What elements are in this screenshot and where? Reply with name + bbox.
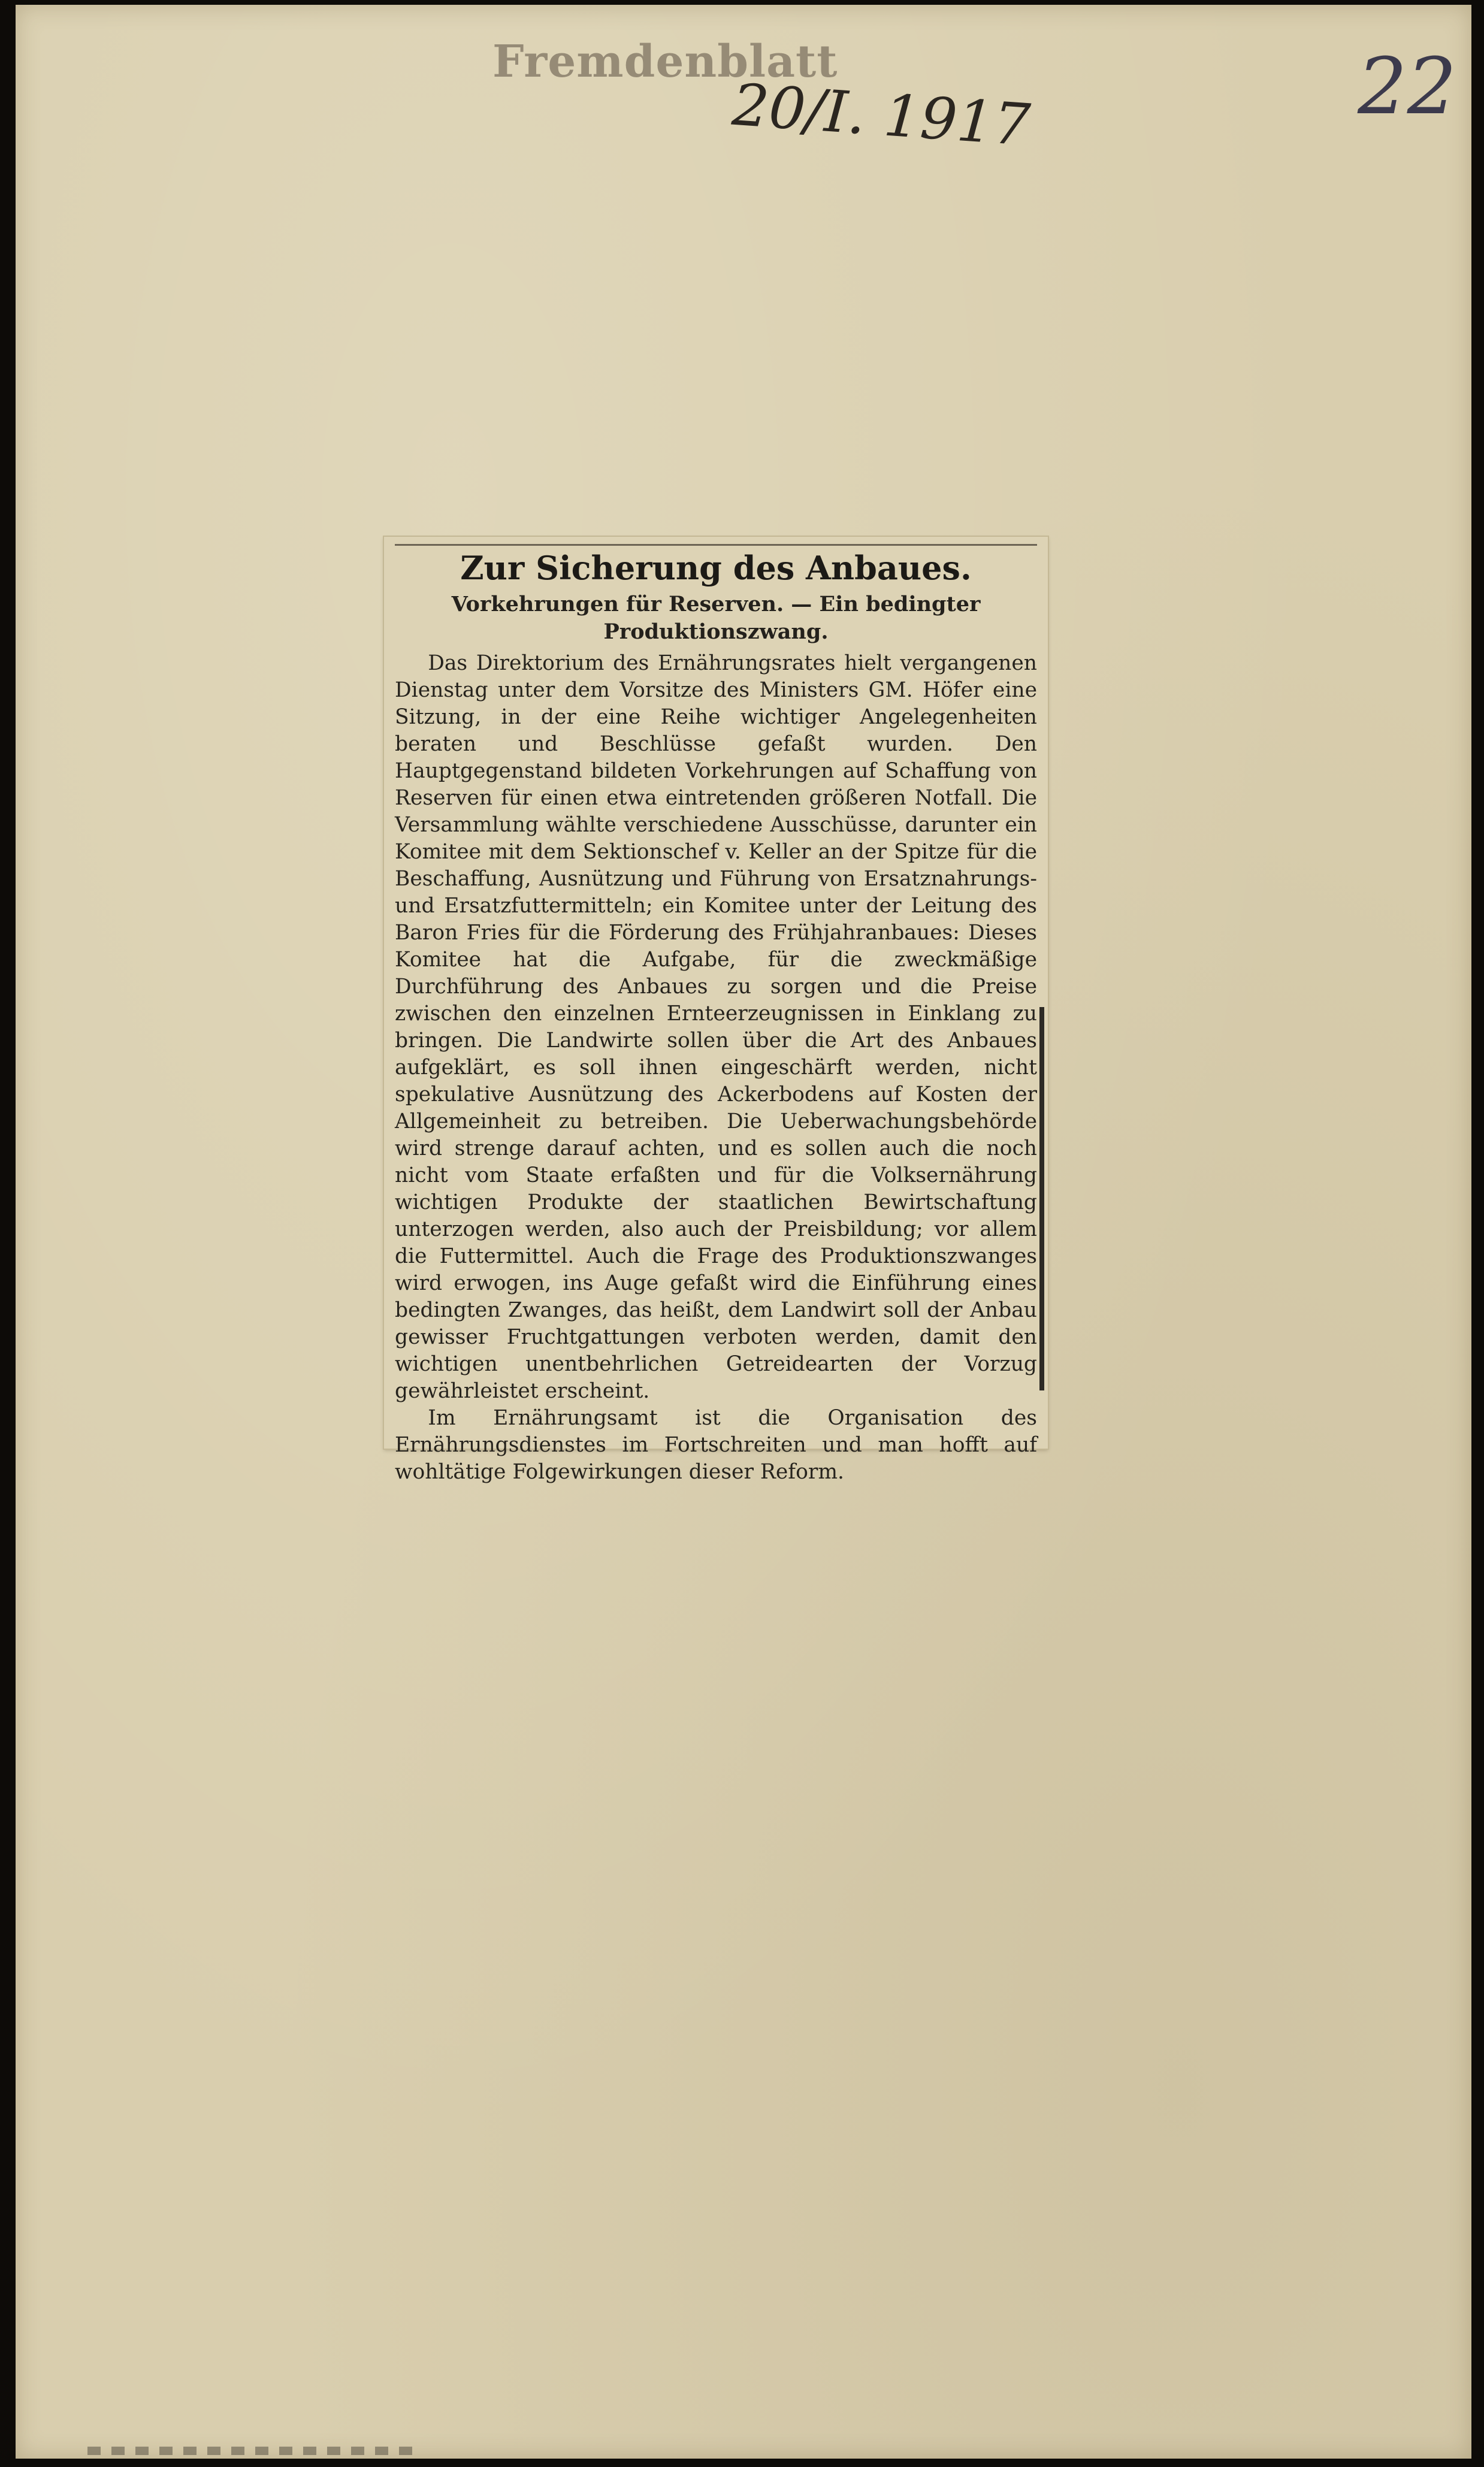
clipping-subtitle: Vorkehrungen für Reserven. — Ein bedingter Produktionszwang. — [451, 592, 981, 644]
margin-marker-line — [1039, 1007, 1044, 1390]
clipping-title: Zur Sicherung des Anbaues. — [460, 549, 972, 587]
handwritten-page-number: 22 — [1358, 41, 1457, 132]
clipping-top-rule — [395, 544, 1037, 546]
newspaper-clipping — [384, 537, 1048, 1485]
handwritten-date: 20/I. 1917 — [730, 71, 1033, 159]
edge-marks — [87, 2447, 423, 2455]
newspaper-stamp: Fremdenblatt — [492, 36, 838, 87]
clipping-paragraph: Das Direktorium des Ernährungsrates hielt vergangenen Dienstag unter dem Vorsitze des Ministers GM. Höfer eine Sitzung, in der eine Reihe wichtiger Angelegenheiten beraten und Beschlüsse gefaßt wurden. Den Hauptgegenstand bildeten Vorkehrungen auf Schaffung von Reserven für einen etwa eintretenden größeren Notfall. Die Versammlung wählte verschiedene Ausschüsse, darunter ein Komitee mit dem Sektionschef v. Keller an der Spitze für die Beschaffung, Ausnützung und Führung von Ersatznahrungs- und Ersatzfuttermitteln; ein Komitee unter der Leitung des Baron Fries für die Förderung des Frühjahranbaues: Dieses Komitee hat die Aufgabe, für die zweckmäßige Durchführung des Anbaues zu sorgen und die Preise zwischen den einzelnen Ernteerzeugnissen in Einklang zu bringen. Die Landwirte sollen über die Art des Anbaues aufgeklärt, es soll ihnen eingeschärft werden, nicht spekulative Ausnützung des Ackerbodens auf Kosten der Allgemeinheit zu betreiben. Die Ueberwachungsbehörde wird strenge darauf achten, und es sollen auch die noch nicht vom Staate erfaßten und für die Volksernährung wichtigen Produkte der staatlichen Bewirtschaftung unterzogen werden, also auch der Preisbildung; vor allem die Futtermittel. Auch die Frage des Produktionszwanges wird erwogen, ins Auge gefaßt wird die Einführung eines bedingten Zwanges, das heißt, dem Landwirt soll der Anbau gewisser Fruchtgattungen verboten werden, damit den wichtigen unentbehrlichen Getreidearten der Vorzug gewährleistet erscheint. — [395, 651, 1037, 1404]
clipping-body — [395, 650, 1037, 1486]
clipping-paragraph: Im Ernährungsamt ist die Organisation des Ernährungsdienstes im Fortschreiten und man hofft auf wohltätige Folgewirkungen dieser Reform. — [395, 1406, 1037, 1485]
